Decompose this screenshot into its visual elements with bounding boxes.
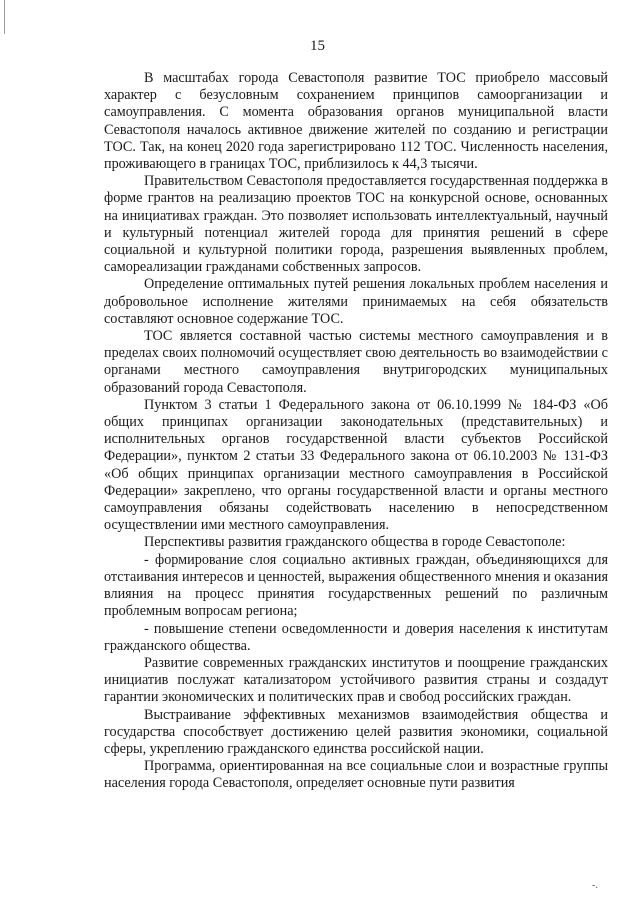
paragraph-tos-scale: В масштабах города Севастополя развитие ТОС приобрело массовый характер с безусловным сохранением принципов самоорганизации и самоуправления. С момента образования органов муниципальной власти Севастополя началось активное движение жителей по созданию и регистрации ТОС. Так, на конец 2020 года зарегистрировано 112 ТОС. Численность населения, проживающего в границах ТОС, приблизилось к 44,3 тысячи. <box>104 70 608 173</box>
page-number: 15 <box>310 38 325 54</box>
paragraph-interaction: Выстраивание эффективных механизмов взаимодействия общества и государства способствует достижению целей развития экономики, социальной сферы, укреплению гражданского единства российской нации. <box>104 706 608 757</box>
paragraph-tos-content: Определение оптимальных путей решения локальных проблем населения и добровольное исполнение жителями принимаемых на себя обязательств составляют основное содержание ТОС. <box>104 276 608 327</box>
list-item-active-citizens: - формирование слоя социально активных граждан, объединяющихся для отстаивания интересов и ценностей, выражения общественного мнения и оказания влияния на процесс принятия государственных решений по различным проблемным вопросам региона; <box>104 551 608 620</box>
paragraph-perspectives: Перспективы развития гражданского общества в городе Севастополе: <box>144 534 566 551</box>
paragraph-tos-system: ТОС является составной частью системы местного самоуправления и в пределах своих полномочий осуществляет свою деятельность во взаимодействии с органами местного самоуправления внутригородских муниципальных образований города Севастополя. <box>104 328 608 396</box>
corner-mark: -. <box>592 880 598 891</box>
paragraph-civil-institutes: Развитие современных гражданских институтов и поощрение гражданских инициатив послужат катализатором устойчивого развития страны и создадут гарантии экономических и политических прав и свобод российских граждан. <box>104 654 608 706</box>
scan-edge-line <box>4 0 5 34</box>
document-body <box>104 70 608 793</box>
paragraph-federal-law: Пунктом 3 статьи 1 Федерального закона от 06.10.1999 № 184-ФЗ «Об общих принципах организации законодательных (представительных) и исполнительных органов государственной власти субъектов Российской Федерации», пунктом 2 статьи 33 Федерального закона от 06.10.2003 № 131-ФЗ «Об общих принципах организации местного самоуправления в Российской Федерации» закреплено, что органы государственной власти и органы местного самоуправления обязаны содействовать населению в непосредственном осуществлении ими местного самоуправления. <box>104 396 608 534</box>
list-item-awareness: - повышение степени осведомленности и доверия населения к институтам гражданского общества. <box>104 620 608 654</box>
paragraph-program: Программа, ориентированная на все социальные слои и возрастные группы населения города Севастополя, определяет основные пути развития <box>104 758 608 792</box>
paragraph-government-support: Правительством Севастополя предоставляется государственная поддержка в форме грантов на реализацию проектов ТОС на конкурсной основе, основанных на инициативах граждан. Это позволяет использовать интеллектуальный, научный и культурный потенциал жителей города для принятия решений в сфере социальной и культурной политики города, разрешения выявленных проблем, самореализации гражданами собственных запросов. <box>104 173 608 276</box>
